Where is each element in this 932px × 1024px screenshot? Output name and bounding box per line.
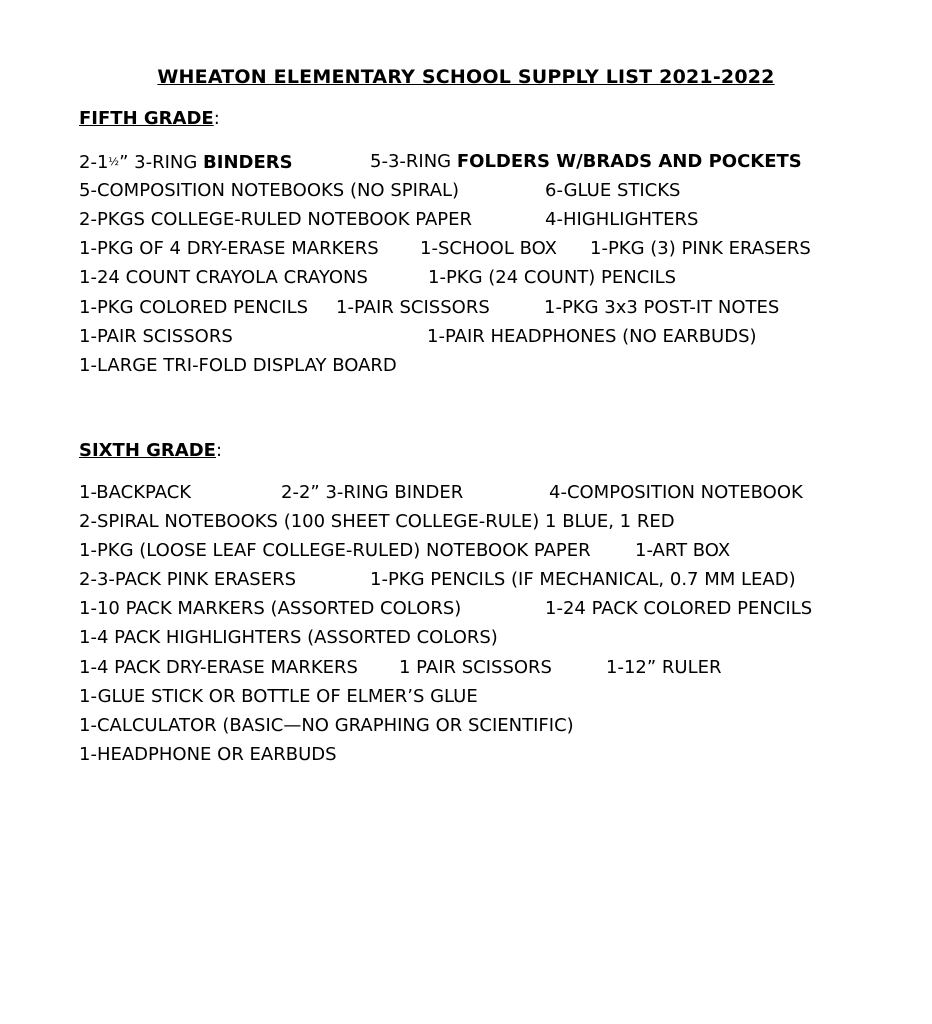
sixth-row-7 — [0, 654, 932, 682]
list-item: 2-2” 3-RING BINDER — [281, 482, 464, 503]
sixth-grade-heading-colon: : — [215, 440, 223, 461]
sixth-row-5 — [0, 595, 932, 623]
list-item: 1-PAIR SCISSORS — [336, 297, 490, 318]
sixth-row-6 — [0, 624, 932, 652]
fifth-row-3 — [0, 206, 932, 234]
fifth-item-folders — [370, 148, 802, 176]
list-item: 1-GLUE STICK OR BOTTLE OF ELMER’S GLUE — [79, 686, 478, 707]
sixth-row-9 — [0, 712, 932, 740]
binders-desc: ” 3-RING — [119, 152, 204, 173]
list-item: 1-4 PACK DRY-ERASE MARKERS — [79, 657, 358, 678]
list-item: 1-ART BOX — [635, 540, 731, 561]
list-item: 2-PKGS COLLEGE-RULED NOTEBOOK PAPER — [79, 209, 472, 230]
binders-qty: 2-1 — [79, 152, 109, 173]
list-item: 1-PKG COLORED PENCILS — [79, 297, 309, 318]
fifth-row-4 — [0, 235, 932, 263]
fifth-grade-heading — [79, 108, 220, 129]
fifth-row-8 — [0, 352, 932, 380]
list-item: 1-PKG (3) PINK ERASERS — [590, 238, 811, 259]
list-item: 1-PKG OF 4 DRY-ERASE MARKERS — [79, 238, 379, 259]
sixth-row-2 — [0, 508, 932, 536]
list-item: 1-4 PACK HIGHLIGHTERS (ASSORTED COLORS) — [79, 627, 498, 648]
list-item: 1-BACKPACK — [79, 482, 192, 503]
list-item: 4-COMPOSITION NOTEBOOK — [549, 482, 803, 503]
binders-bold: BINDERS — [203, 152, 293, 173]
sixth-row-3 — [0, 537, 932, 565]
binders-fraction: ½ — [108, 155, 120, 168]
list-item: 1-PAIR SCISSORS — [79, 326, 233, 347]
fifth-item-binders — [79, 148, 293, 177]
list-item: 1 PAIR SCISSORS — [399, 657, 552, 678]
sixth-grade-heading — [79, 440, 222, 461]
list-item: 1-LARGE TRI-FOLD DISPLAY BOARD — [79, 355, 397, 376]
page-title: WHEATON ELEMENTARY SCHOOL SUPPLY LIST 2021-2022 — [157, 66, 775, 88]
list-item: 1-PKG (24 COUNT) PENCILS — [428, 267, 677, 288]
folders-bold: FOLDERS W/BRADS AND POCKETS — [456, 151, 802, 172]
sixth-row-1 — [0, 479, 932, 507]
list-item: 1-PKG PENCILS (IF MECHANICAL, 0.7 MM LEAD) — [370, 569, 796, 590]
list-item: 1-24 PACK COLORED PENCILS — [545, 598, 813, 619]
fifth-row-2 — [0, 177, 932, 205]
list-item: 1-PKG 3x3 POST-IT NOTES — [544, 297, 780, 318]
list-item: 2-3-PACK PINK ERASERS — [79, 569, 297, 590]
list-item: 5-COMPOSITION NOTEBOOKS (NO SPIRAL) — [79, 180, 460, 201]
sixth-grade-heading-text: SIXTH GRADE — [79, 440, 216, 461]
list-item: 1-HEADPHONE OR EARBUDS — [79, 744, 337, 765]
fifth-grade-heading-colon: : — [213, 108, 220, 129]
fifth-row-7 — [0, 323, 932, 351]
fifth-row-6 — [0, 294, 932, 322]
list-item: 1-PAIR HEADPHONES (NO EARBUDS) — [427, 326, 757, 347]
fifth-grade-heading-text: FIFTH GRADE — [79, 108, 214, 129]
sixth-row-10 — [0, 741, 932, 769]
list-item: 1-10 PACK MARKERS (ASSORTED COLORS) — [79, 598, 462, 619]
list-item: 1-PKG (LOOSE LEAF COLLEGE-RULED) NOTEBOOK PAPER — [79, 540, 591, 561]
list-item: 1-24 COUNT CRAYOLA CRAYONS — [79, 267, 368, 288]
fifth-row-5 — [0, 264, 932, 292]
sixth-row-8 — [0, 683, 932, 711]
list-item: 1-SCHOOL BOX — [420, 238, 557, 259]
sixth-row-4 — [0, 566, 932, 594]
list-item: 1-12” RULER — [606, 657, 722, 678]
list-item: 6-GLUE STICKS — [545, 180, 681, 201]
list-item: 1-CALCULATOR (BASIC—NO GRAPHING OR SCIENTIFIC) — [79, 715, 574, 736]
list-item: 4-HIGHLIGHTERS — [545, 209, 699, 230]
list-item: 2-SPIRAL NOTEBOOKS (100 SHEET COLLEGE-RULE) 1 BLUE, 1 RED — [79, 511, 675, 532]
fifth-row-1 — [0, 148, 932, 176]
folders-desc: 5-3-RING — [370, 151, 457, 172]
